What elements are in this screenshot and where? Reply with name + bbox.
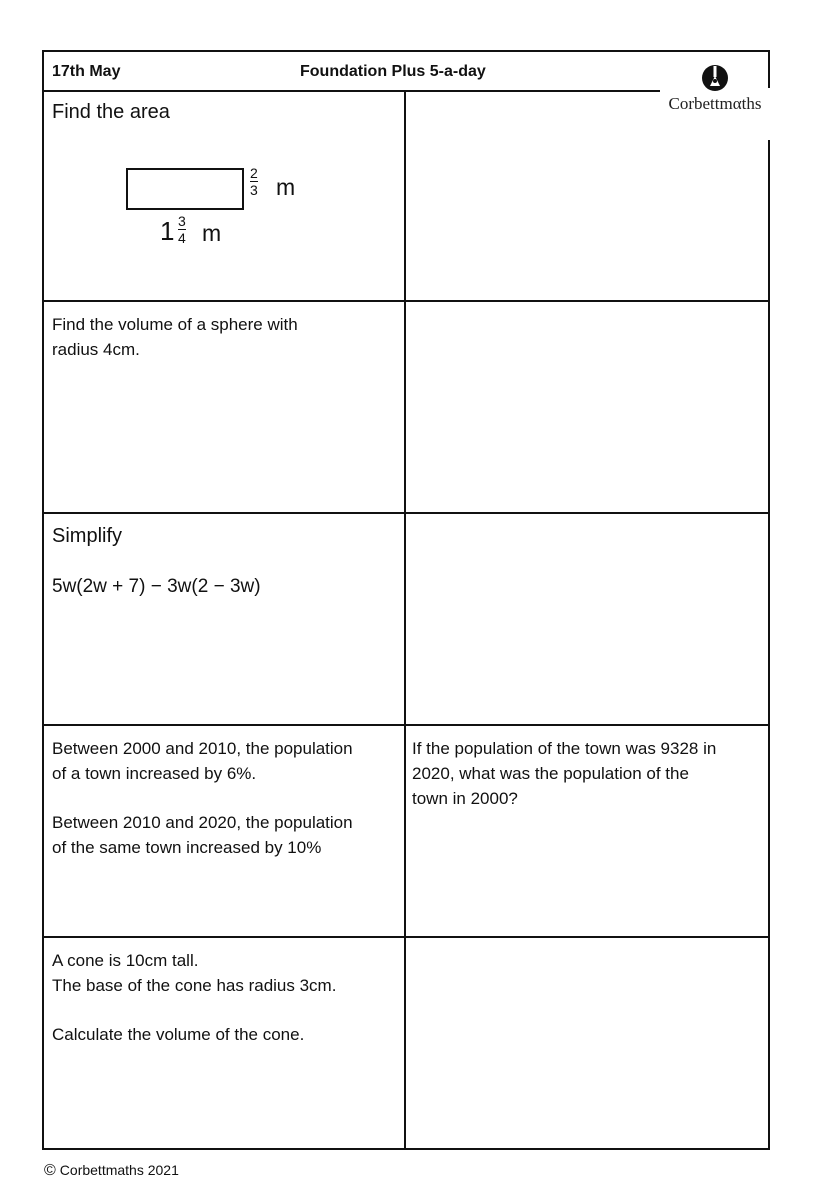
worksheet-date: 17th May [52, 63, 121, 80]
footer-text: Corbettmaths 2021 [59, 1162, 179, 1178]
copyright-icon: © [44, 1162, 56, 1179]
answer-cell-3[interactable] [406, 514, 768, 724]
question-4-context [52, 736, 353, 860]
footer [44, 1162, 179, 1180]
width-unit: m [202, 220, 222, 246]
corbettmaths-logo [660, 64, 770, 114]
question-grid [44, 90, 768, 1148]
worksheet-title: Foundation Plus 5-a-day [300, 63, 486, 80]
question-cell-4 [44, 726, 406, 936]
question-5-line-2: The base of the cone has radius 3cm. [52, 976, 337, 995]
question-1-prompt: Find the area [52, 101, 170, 123]
height-denominator: 3 [250, 182, 258, 198]
height-numerator: 2 [250, 165, 258, 181]
logo-text: Corbettmαths [668, 94, 762, 113]
logo-emblem-icon [701, 64, 729, 92]
question-4-right-line-2: 2020, what was the population of the [412, 764, 689, 783]
question-row-4 [44, 726, 768, 938]
question-3-expression: 5w(2w + 7) − 3w(2 − 3w) [52, 576, 261, 597]
question-5-text [52, 948, 336, 1047]
worksheet [42, 50, 770, 1150]
question-cell-1 [44, 90, 406, 300]
question-4-right-line-3: town in 2000? [412, 789, 518, 808]
width-whole: 1 [160, 216, 175, 246]
question-2-text [52, 312, 298, 362]
question-4-line-1: Between 2000 and 2010, the population [52, 739, 353, 758]
question-row-2 [44, 302, 768, 514]
answer-cell-5[interactable] [406, 938, 768, 1148]
question-3-prompt: Simplify [52, 525, 123, 547]
question-4-line-3: Between 2010 and 2020, the population [52, 813, 353, 832]
question-cell-4-continued [406, 726, 768, 936]
question-4-right-line-1: If the population of the town was 9328 in [412, 739, 717, 758]
question-cell-2 [44, 302, 406, 512]
question-4-line-4: of the same town increased by 10% [52, 838, 322, 857]
height-unit: m [276, 174, 296, 200]
width-numerator: 3 [178, 213, 186, 229]
width-denominator: 4 [178, 230, 186, 246]
answer-cell-2[interactable] [406, 302, 768, 512]
rectangle-diagram [126, 168, 244, 210]
question-4-question [412, 736, 716, 811]
question-2-line-2: radius 4cm. [52, 340, 140, 359]
question-row-3 [44, 514, 768, 726]
question-2-line-1: Find the volume of a sphere with [52, 315, 298, 334]
width-fraction [178, 214, 186, 245]
question-cell-3 [44, 514, 406, 724]
question-row-5 [44, 938, 768, 1148]
question-5-line-3: Calculate the volume of the cone. [52, 1025, 305, 1044]
question-4-line-2: of a town increased by 6%. [52, 764, 257, 783]
height-fraction [250, 166, 258, 197]
question-5-line-1: A cone is 10cm tall. [52, 951, 199, 970]
question-cell-5 [44, 938, 406, 1148]
